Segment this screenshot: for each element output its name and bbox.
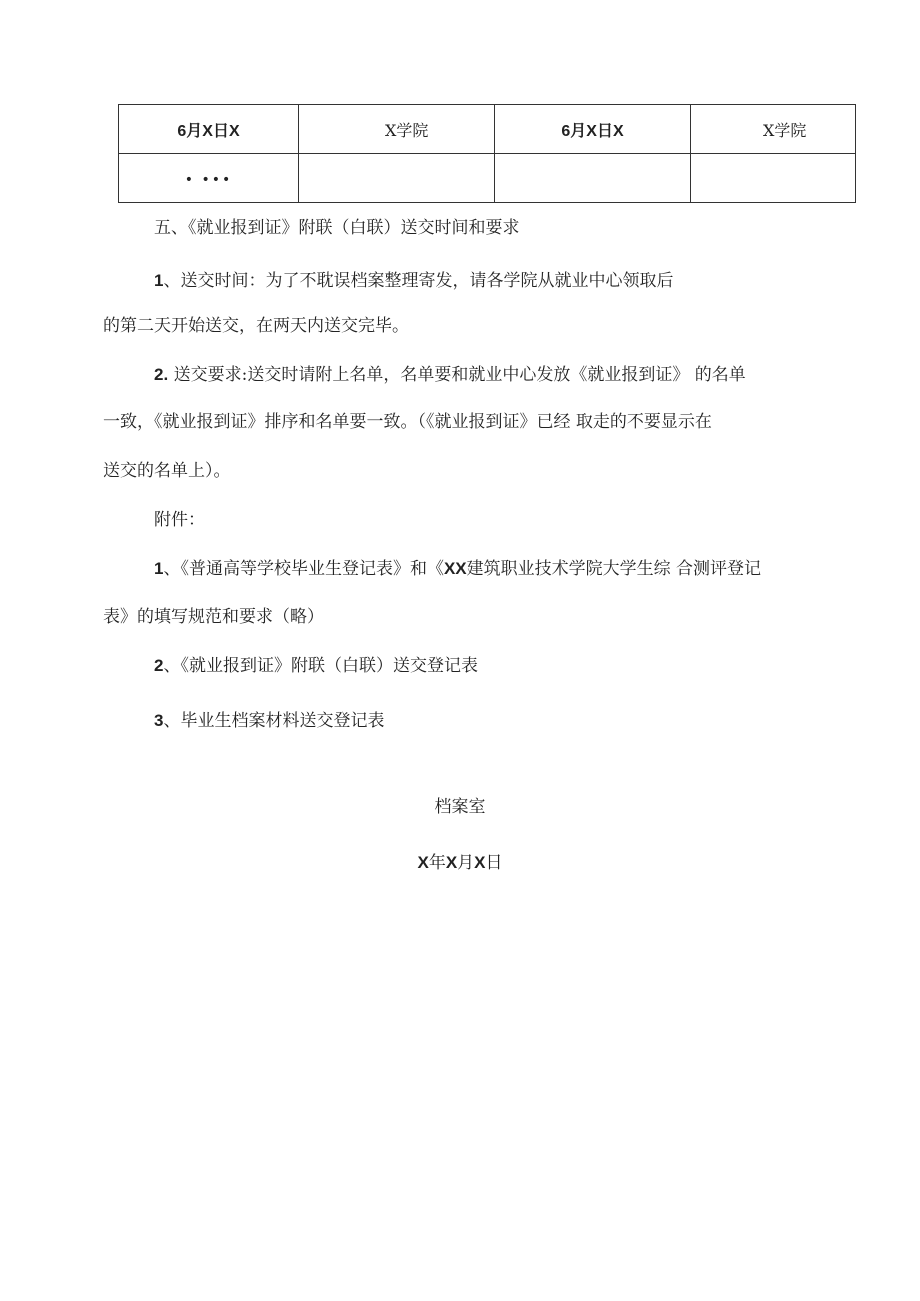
table-cell-date: 6月X日X	[119, 105, 299, 154]
table-cell-college: X学院	[299, 105, 495, 154]
table-cell-empty	[495, 154, 691, 203]
attachment-1-line2: 表》的填写规范和要求（略）	[103, 607, 324, 627]
schedule-table	[118, 104, 856, 203]
table-cell-college: X学院	[691, 105, 856, 154]
attachments-label: 附件：	[154, 510, 205, 530]
table-cell-empty	[299, 154, 495, 203]
table-row	[119, 154, 856, 203]
table-row	[119, 105, 856, 154]
signature-office: 档案室	[434, 797, 486, 817]
signature-date: X年X月X日	[417, 853, 503, 873]
item1-line1: 1、送交时间：为了不耽误档案整理寄发，请各学院从就业中心领取后	[154, 271, 674, 291]
section-heading: 五、《就业报到证》附联（白联）送交时间和要求	[154, 218, 520, 238]
item2-line2: 一致，《就业报到证》排序和名单要一致。（《就业报到证》已经 取走的不要显示在	[103, 412, 712, 432]
attachment-2: 2、《就业报到证》附联（白联）送交登记表	[154, 656, 478, 676]
item1-line2: 的第二天开始送交，在两天内送交完毕。	[103, 316, 409, 336]
attachment-1-line1: 1、《普通高等学校毕业生登记表》和《XX建筑职业技术学院大学生综 合测评登记	[154, 559, 762, 579]
table-cell-ellipsis: • •••	[119, 154, 299, 203]
table-cell-date: 6月X日X	[495, 105, 691, 154]
table-cell-empty	[691, 154, 856, 203]
attachment-3: 3、毕业生档案材料送交登记表	[154, 711, 385, 731]
item2-line3: 送交的名单上）。	[103, 461, 231, 481]
item2-line1: 2. 送交要求:送交时请附上名单，名单要和就业中心发放《就业报到证》 的名单	[154, 365, 746, 385]
